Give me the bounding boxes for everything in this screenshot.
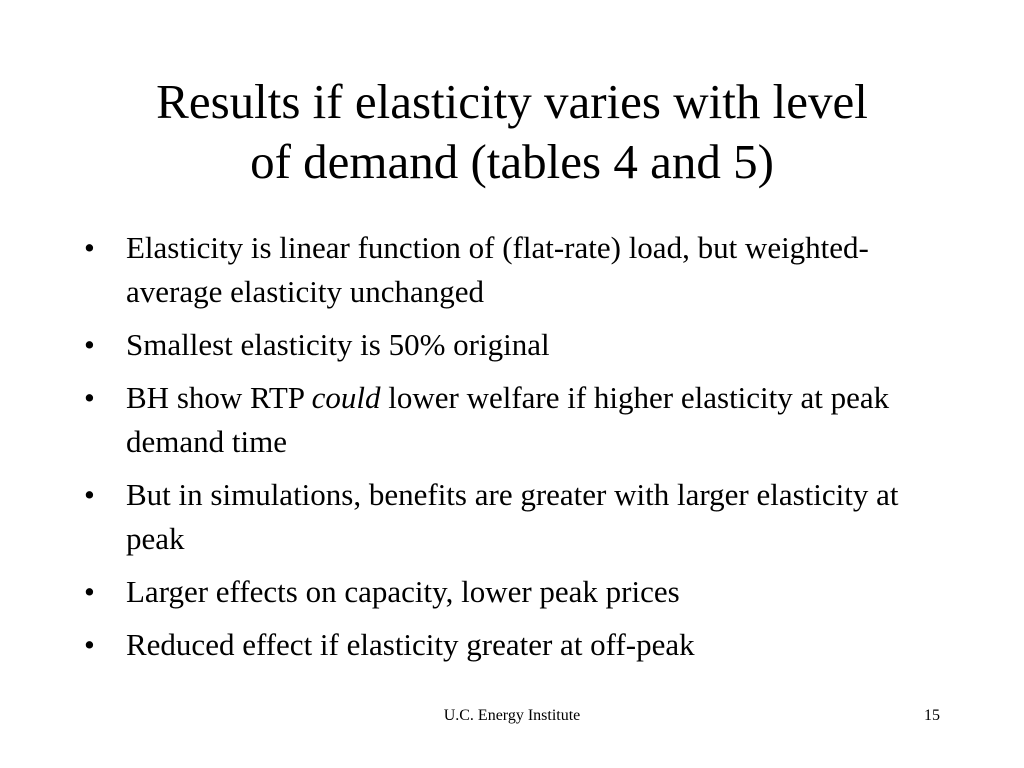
bullet-text: Larger effects on capacity, lower peak prices [126,574,680,609]
bullet-marker: • [84,230,95,265]
bullet-text: Reduced effect if elasticity greater at off-peak [126,627,695,662]
bullet-text: Smallest elasticity is 50% original [126,327,550,362]
bullet-item [84,623,954,667]
bullet-item [84,376,954,464]
bullet-text: Elasticity is linear function of (flat-rate) load, but weighted-average elasticity unchanged [126,230,869,309]
bullet-text [126,376,954,464]
bullet-item [84,473,954,561]
slide-title-line: Results if elasticity varies with level [156,74,868,129]
bullet-list [84,226,954,676]
bullet-item [84,323,954,367]
bullet-marker: • [84,477,95,512]
bullet-item [84,226,954,314]
bullet-marker: • [84,574,95,609]
bullet-marker: • [84,380,95,415]
slide-number: 15 [924,707,940,724]
footer-organization: U.C. Energy Institute [443,707,581,724]
emphasized-word: could [311,380,381,415]
bullet-item [84,570,954,614]
bullet-marker: • [84,627,95,662]
bullet-marker: • [84,327,95,362]
bullet-text-end: lower welfare if higher elasticity at peak demand time [126,380,890,459]
slide-title [60,72,964,192]
slide-title-line: of demand (tables 4 and 5) [250,134,774,189]
bullet-text: But in simulations, benefits are greater with larger elasticity at peak [126,477,899,556]
bullet-text-start: BH show RTP [126,380,312,415]
